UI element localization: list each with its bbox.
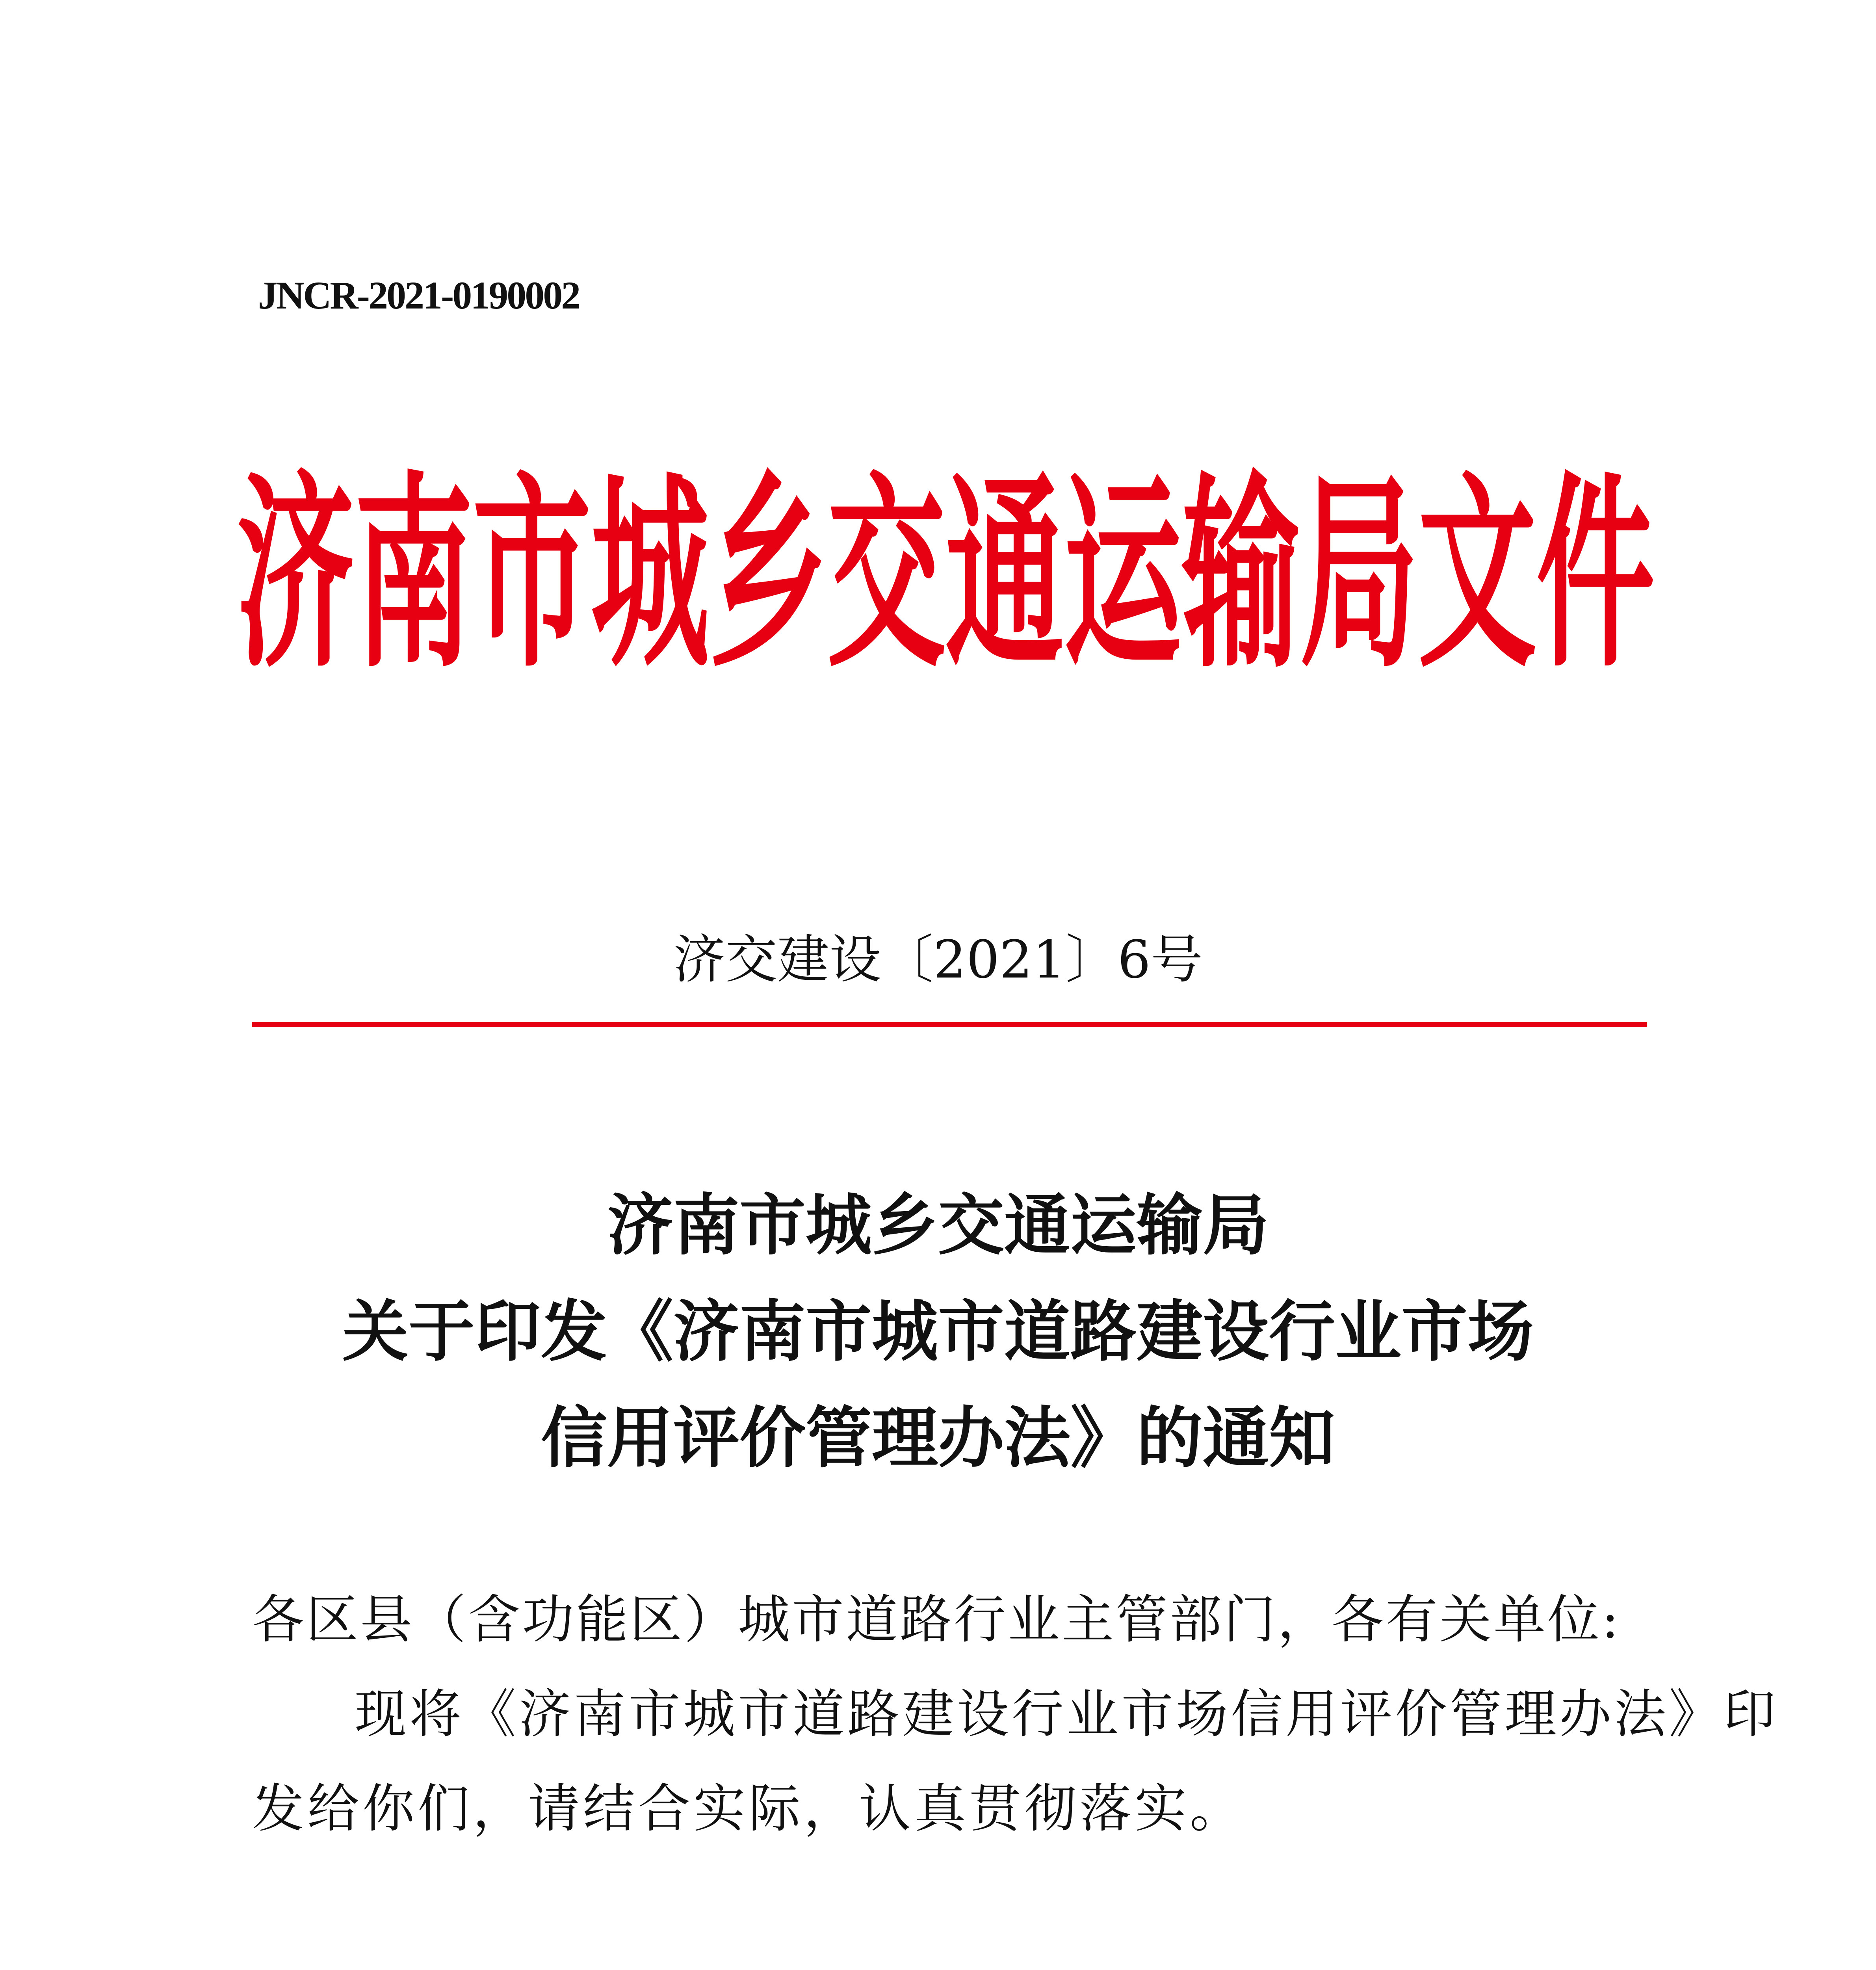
document-title-line-1: 济南市城乡交通运输局 xyxy=(607,1186,1269,1264)
document-number: 济交建设〔2021〕6号 xyxy=(673,929,1203,990)
red-separator-line xyxy=(252,1022,1647,1027)
salutation: 各区县（含功能区）城市道路行业主管部门，各有关单位: xyxy=(252,1589,1621,1650)
masthead-text: 济南市城乡交通运输局文件 xyxy=(236,454,1655,695)
body-line-1: 现将《济南市城市道路建设行业市场信用评价管理办法》印 xyxy=(355,1684,1778,1745)
body-line-2: 发给你们，请结合实际，认真贯彻落实。 xyxy=(252,1779,1245,1839)
red-masthead-title xyxy=(236,454,1655,695)
document-title-line-2: 关于印发《济南市城市道路建设行业市场 xyxy=(342,1292,1534,1370)
document-registration-code: JNCR-2021-0190002 xyxy=(258,273,580,317)
document-title-line-3: 信用评价管理办法》的通知 xyxy=(541,1399,1335,1477)
